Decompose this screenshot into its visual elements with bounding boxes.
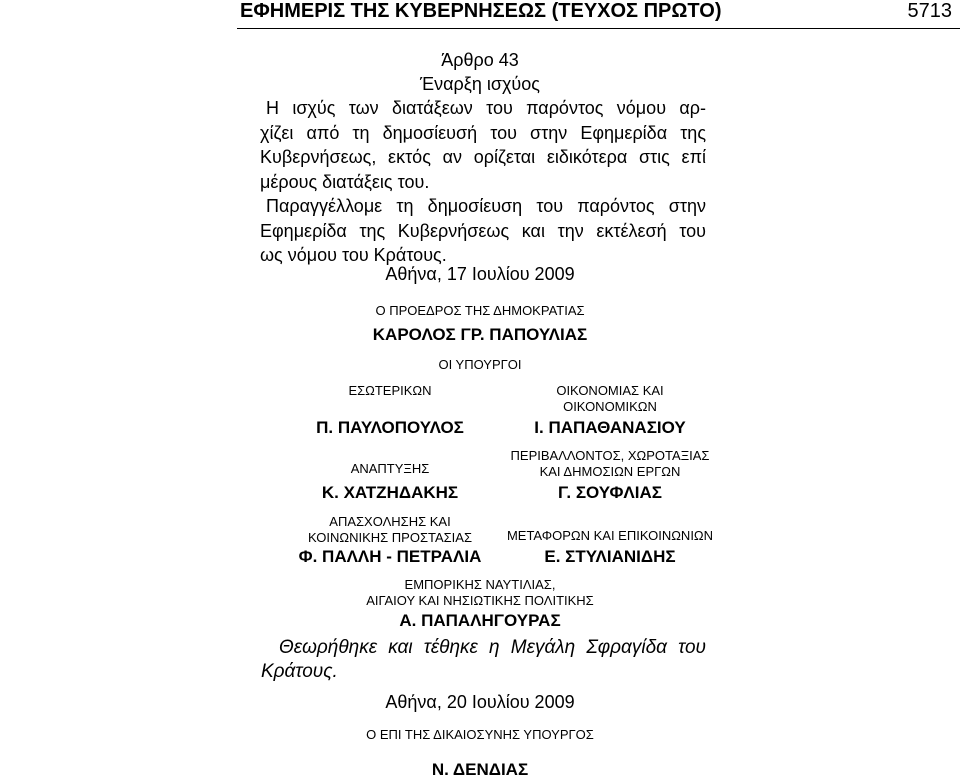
ministry-economy: ΟΙΚΟΝΟΜΙΑΣ ΚΑΙ <box>556 383 664 398</box>
minister-name: Ε. ΣΤΥΛΙΑΝΙΔΗΣ <box>544 547 676 566</box>
paragraph-line: χίζει από τη δημοσίευσή του στην Εφημερίδα της <box>260 122 706 143</box>
justice-minister-name: Ν. ΔΕΝΔΙΑΣ <box>431 760 529 779</box>
ministry-economy: ΟΙΚΟΝΟΜΙΚΩΝ <box>563 399 657 414</box>
ministry-merchant-marine: ΕΜΠΟΡΙΚΗΣ ΝΑΥΤΙΛΙΑΣ, <box>404 577 556 592</box>
ministry-merchant-marine: ΑΙΓΑΙΟΥ ΚΑΙ ΝΗΣΙΩΤΙΚΗΣ ΠΟΛΙΤΙΚΗΣ <box>366 593 594 608</box>
signing-date: Αθήνα, 17 Ιουλίου 2009 <box>385 264 575 284</box>
article-title: Έναρξη ισχύος <box>420 74 540 94</box>
article-number: Άρθρο 43 <box>441 50 519 70</box>
paragraph-line: Εφημερίδα της Κυβερνήσεως και την εκτέλεσή του <box>260 220 706 241</box>
ministry-interior: ΕΣΩΤΕΡΙΚΩΝ <box>348 383 432 398</box>
minister-name: Φ. ΠΑΛΛΗ - ΠΕΤΡΑΛΙΑ <box>298 547 482 566</box>
president-name: ΚΑΡΟΛΟΣ ΓΡ. ΠΑΠΟΥΛΙΑΣ <box>372 325 588 344</box>
minister-name: Π. ΠΑΥΛΟΠΟΥΛΟΣ <box>316 418 464 437</box>
seal-note-line: Θεωρήθηκε και τέθηκε η Μεγάλη Σφραγίδα του <box>279 637 706 658</box>
paragraph-line: Παραγγέλλομε τη δημοσίευση του παρόντος στην <box>266 196 706 216</box>
page-number: 5713 <box>907 0 952 22</box>
ministers-heading: ΟΙ ΥΠΟΥΡΓΟΙ <box>438 357 522 372</box>
paragraph-line: Η ισχύς των διατάξεων του παρόντος νόμου αρ- <box>266 98 706 118</box>
justice-minister-title: Ο ΕΠΙ ΤΗΣ ΔΙΚΑΙΟΣΥΝΗΣ ΥΠΟΥΡΓΟΣ <box>366 727 594 742</box>
ministry-environment: ΚΑΙ ΔΗΜΟΣΙΩΝ ΕΡΓΩΝ <box>539 464 681 479</box>
seal-date: Αθήνα, 20 Ιουλίου 2009 <box>385 692 575 712</box>
president-title: Ο ΠΡΟΕΔΡΟΣ ΤΗΣ ΔΗΜΟΚΡΑΤΙΑΣ <box>375 303 585 318</box>
ministry-employment: ΑΠΑΣΧΟΛΗΣΗΣ ΚΑΙ <box>329 514 451 529</box>
paragraph-line: ως νόμου του Κράτους. <box>260 245 447 265</box>
paragraph-line: μέρους διατάξεις του. <box>260 171 430 192</box>
minister-name: Κ. ΧΑΤΖΗΔΑΚΗΣ <box>321 483 459 502</box>
ministry-development: ΑΝΑΠΤΥΞΗΣ <box>350 461 430 476</box>
paragraph-line: Κυβερνήσεως, εκτός αν ορίζεται ειδικότερα στις επί <box>260 147 706 167</box>
ministry-transport: ΜΕΤΑΦΟΡΩΝ ΚΑΙ ΕΠΙΚΟΙΝΩΝΙΩΝ <box>506 528 714 543</box>
gazette-header-title: ΕΦΗΜΕΡΙΣ ΤΗΣ ΚΥΒΕΡΝΗΣΕΩΣ (ΤΕΥΧΟΣ ΠΡΩΤΟ) <box>240 0 722 22</box>
minister-name: Ι. ΠΑΠΑΘΑΝΑΣΙΟΥ <box>534 418 686 437</box>
minister-name: Α. ΠΑΠΑΛΗΓΟΥΡΑΣ <box>399 611 561 630</box>
article-paragraph-2 <box>260 194 706 268</box>
article-paragraph-1 <box>260 96 706 194</box>
seal-note-line: Κράτους. <box>261 661 338 682</box>
header-rule <box>237 28 960 29</box>
minister-name: Γ. ΣΟΥΦΛΙΑΣ <box>558 483 662 502</box>
ministry-employment: ΚΟΙΝΩΝΙΚΗΣ ΠΡΟΣΤΑΣΙΑΣ <box>307 530 473 545</box>
ministry-environment: ΠΕΡΙΒΑΛΛΟΝΤΟΣ, ΧΩΡΟΤΑΞΙΑΣ <box>510 448 710 463</box>
